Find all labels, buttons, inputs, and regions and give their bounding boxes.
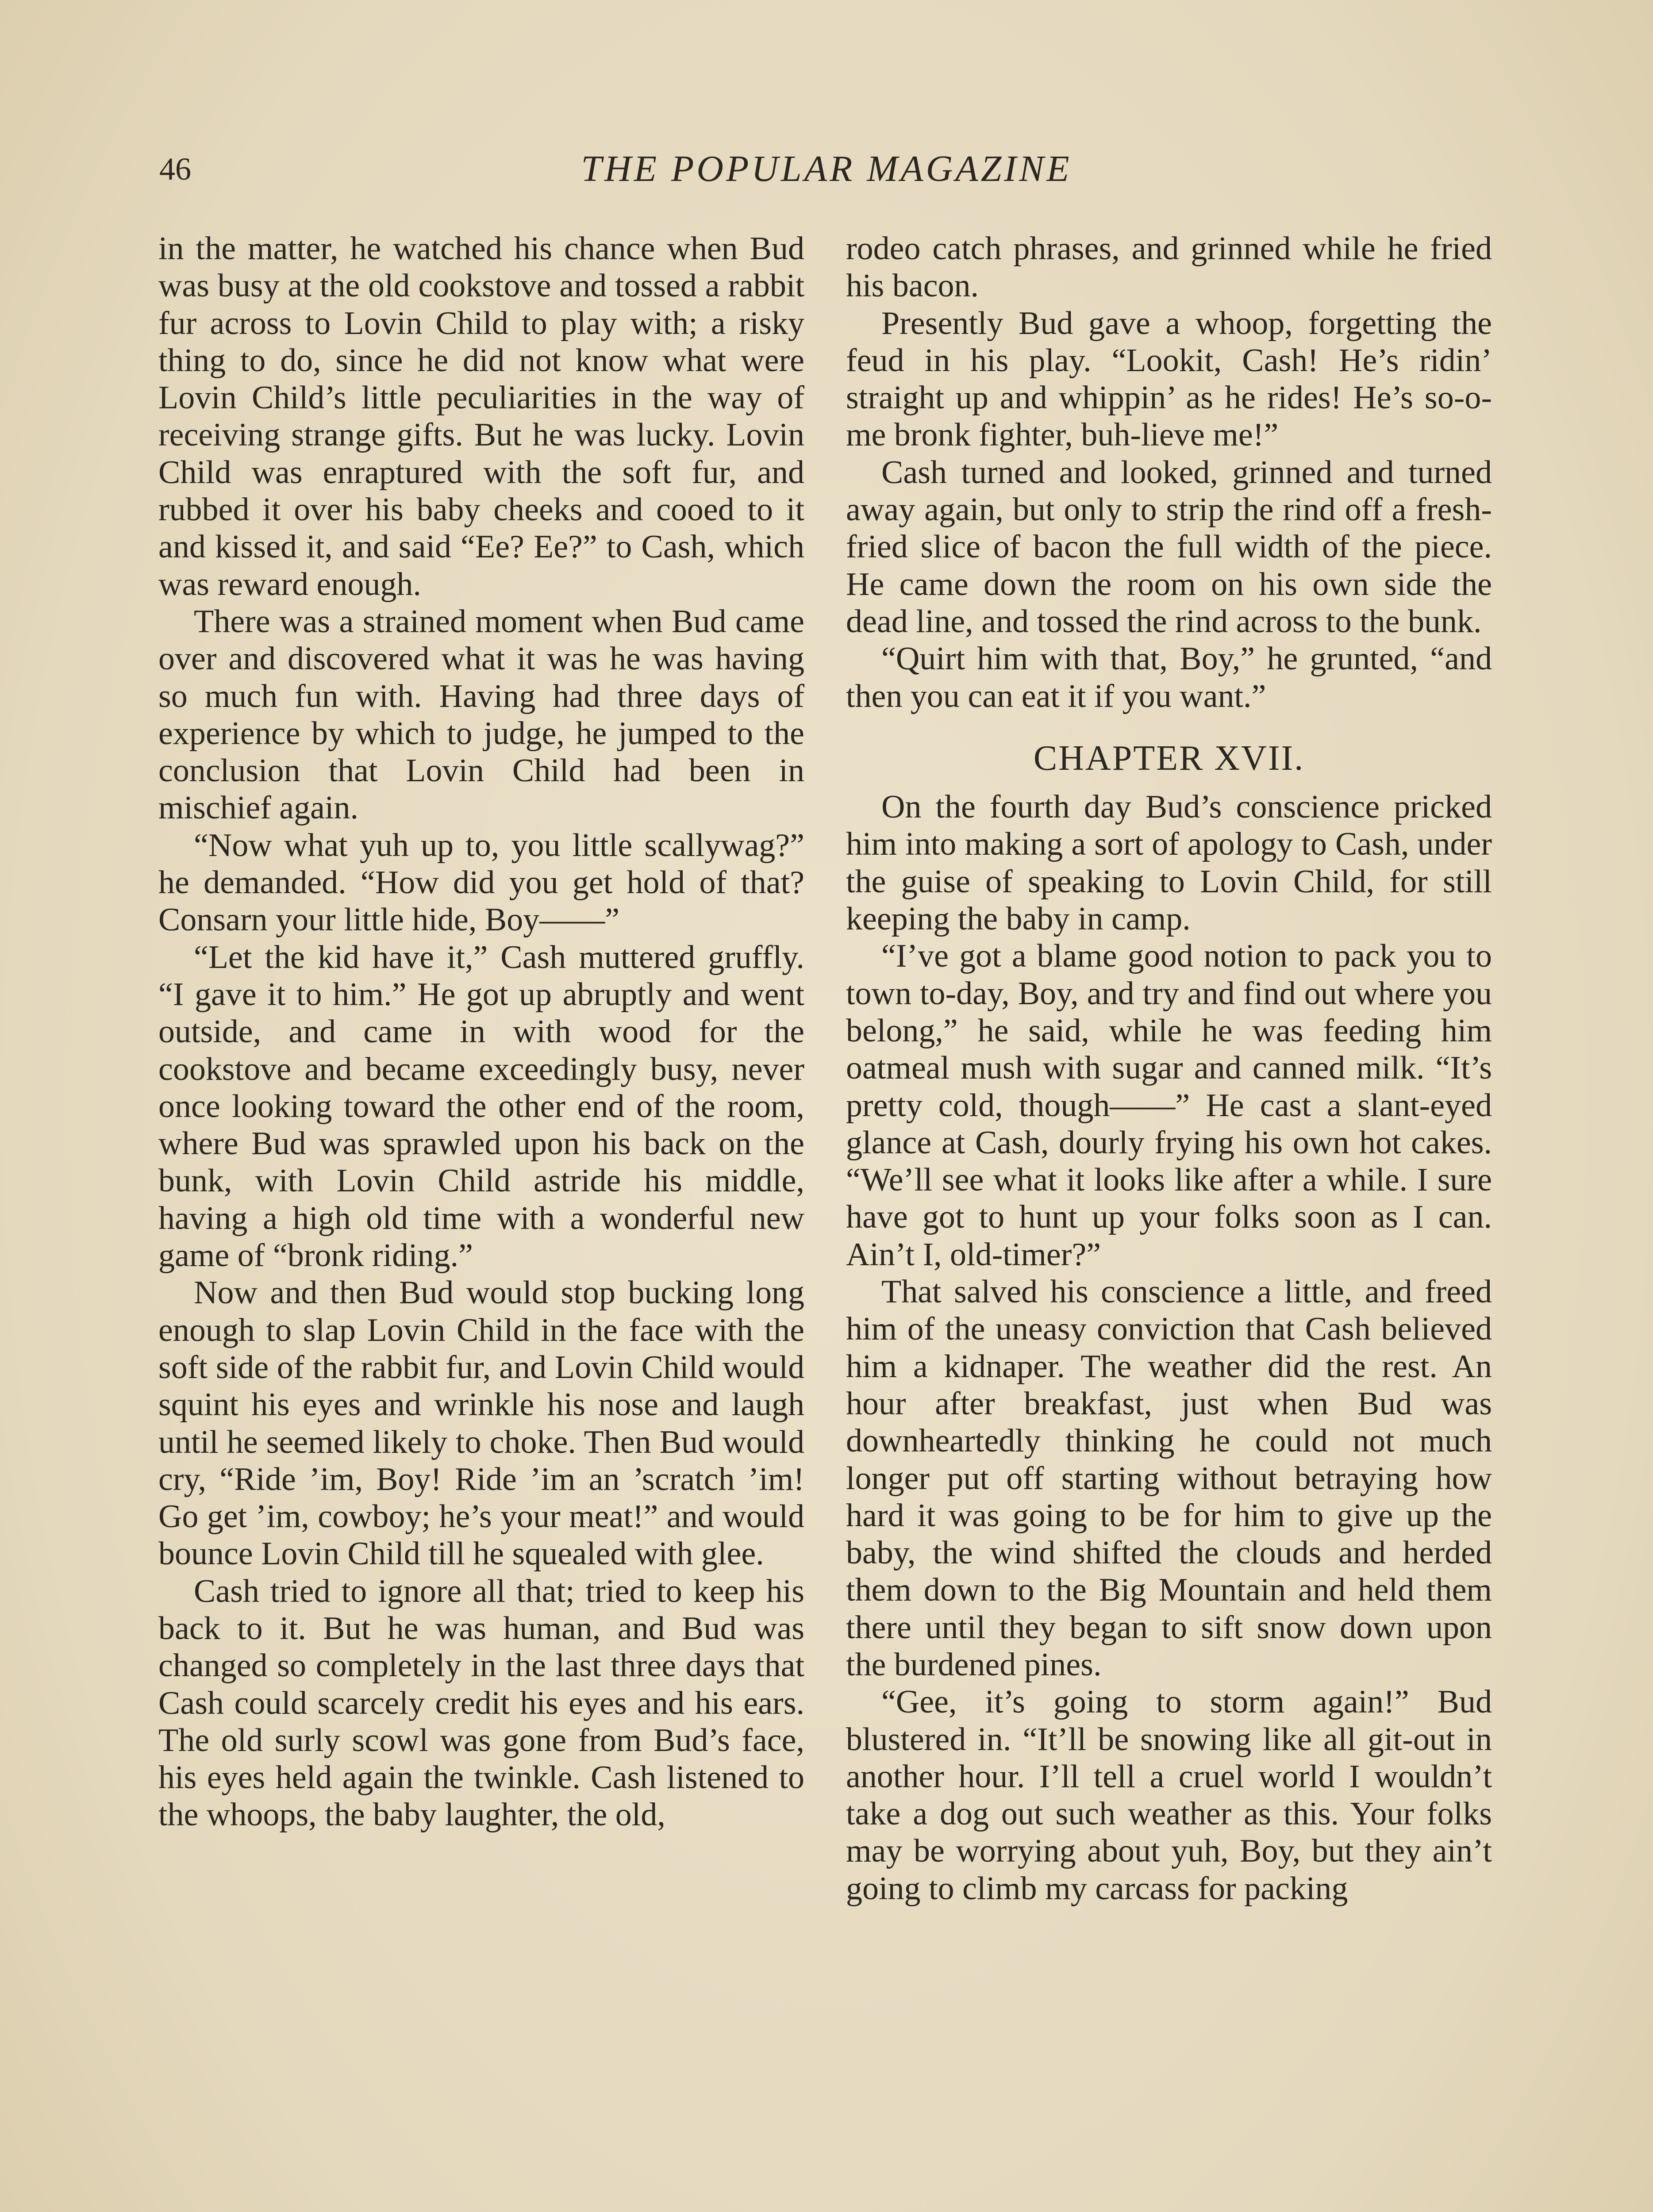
paragraph: in the matter, he watched his chance when Bud was busy at the old cookstove and tossed a rabbit fur across to Lovin Child to play with; a risky thing to do, since he did not know what were Lovin Child’s little peculiarities in the way of receiving strange gifts. But he was lucky. Lovin Child was enraptured with the soft fur, and rubbed it over his baby cheeks and cooed to it and kissed it, and said “Ee? Ee?” to Cash, which was reward enough. bbox=[158, 230, 804, 603]
page-header bbox=[159, 142, 1494, 196]
paragraph: Cash tried to ignore all that; tried to keep his back to it. But he was human, and Bud was changed so completely in the last three days that Cash could scarcely credit his eyes and his ears. The old surly scowl was gone from Bud’s face, his eyes held again the twinkle. Cash listened to the whoops, the baby laughter, the old, bbox=[158, 1573, 804, 1833]
paragraph: rodeo catch phrases, and grinned while he fried his bacon. bbox=[846, 230, 1492, 304]
right-column bbox=[846, 230, 1492, 1907]
chapter-heading: CHAPTER XVII. bbox=[1033, 738, 1305, 778]
page-number: 46 bbox=[159, 151, 191, 187]
paragraph: “I’ve got a blame good notion to pack you to town to-day, Boy, and try and find out where you belong,” he said, while he was feeding him oatmeal mush with sugar and canned milk. “It’s pretty cold, though——” He cast a slant-eyed glance at Cash, dourly frying his own hot cakes. “We’ll see what it looks like after a while. I sure have got to hunt up your folks soon as I can. Ain’t I, old-timer?” bbox=[846, 938, 1492, 1273]
paragraph: Now and then Bud would stop bucking long enough to slap Lovin Child in the face with the soft side of the rabbit fur, and Lovin Child would squint his eyes and wrinkle his nose and laugh until he seemed likely to choke. Then Bud would cry, “Ride ’im, Boy! Ride ’im an ’scratch ’im! Go get ’im, cowboy; he’s your meat!” and would bounce Lovin Child till he squealed with glee. bbox=[158, 1275, 804, 1572]
paragraph: That salved his conscience a little, and freed him of the uneasy conviction that Cash believed him a kidnaper. The weather did the rest. An hour after breakfast, just when Bud was downheartedly thinking he could not much longer put off starting without betraying how hard it was going to be for him to give up the baby, the wind shifted the clouds and herded them down to the Big Mountain and held them there until they began to sift snow down upon the burdened pines. bbox=[846, 1274, 1492, 1683]
paragraph: On the fourth day Bud’s conscience pricked him into making a sort of apology to Cash, under the guise of speaking to Lovin Child, for still keeping the baby in camp. bbox=[846, 789, 1492, 937]
paragraph: “Now what yuh up to, you little scallywag?” he demanded. “How did you get hold of that? Consarn your little hide, Boy——” bbox=[158, 827, 804, 938]
left-column bbox=[158, 230, 804, 1834]
paragraph: “Quirt him with that, Boy,” he grunted, “and then you can eat it if you want.” bbox=[846, 641, 1492, 714]
running-title: THE POPULAR MAGAZINE bbox=[581, 148, 1072, 189]
paragraph: Presently Bud gave a whoop, forgetting the feud in his play. “Lookit, Cash! He’s ridin’ straight up and whippin’ as he rides! He’s so-o-me bronk fighter, buh-lieve me!” bbox=[846, 305, 1492, 453]
paragraph: “Gee, it’s going to storm again!” Bud blustered in. “It’ll be snowing like all git-out in another hour. I’ll tell a cruel world I wouldn’t take a dog out such weather as this. Your folks may be worrying about yuh, Boy, but they ain’t going to climb my carcass for packing bbox=[846, 1684, 1492, 1907]
paragraph: “Let the kid have it,” Cash muttered gruffly. “I gave it to him.” He got up abruptly and went outside, and came in with wood for the cookstove and became exceedingly busy, never once looking toward the other end of the room, where Bud was sprawled upon his back on the bunk, with Lovin Child astride his middle, having a high old time with a wonderful new game of “bronk riding.” bbox=[158, 939, 804, 1274]
paragraph: Cash turned and looked, grinned and turned away again, but only to strip the rind off a fresh-fried slice of bacon the full width of the piece. He came down the room on his own side the dead line, and tossed the rind across to the bunk. bbox=[846, 454, 1492, 640]
paragraph: There was a strained moment when Bud came over and discovered what it was he was having so much fun with. Having had three days of experience by which to judge, he jumped to the conclusion that Lovin Child had been in mischief again. bbox=[158, 603, 804, 826]
